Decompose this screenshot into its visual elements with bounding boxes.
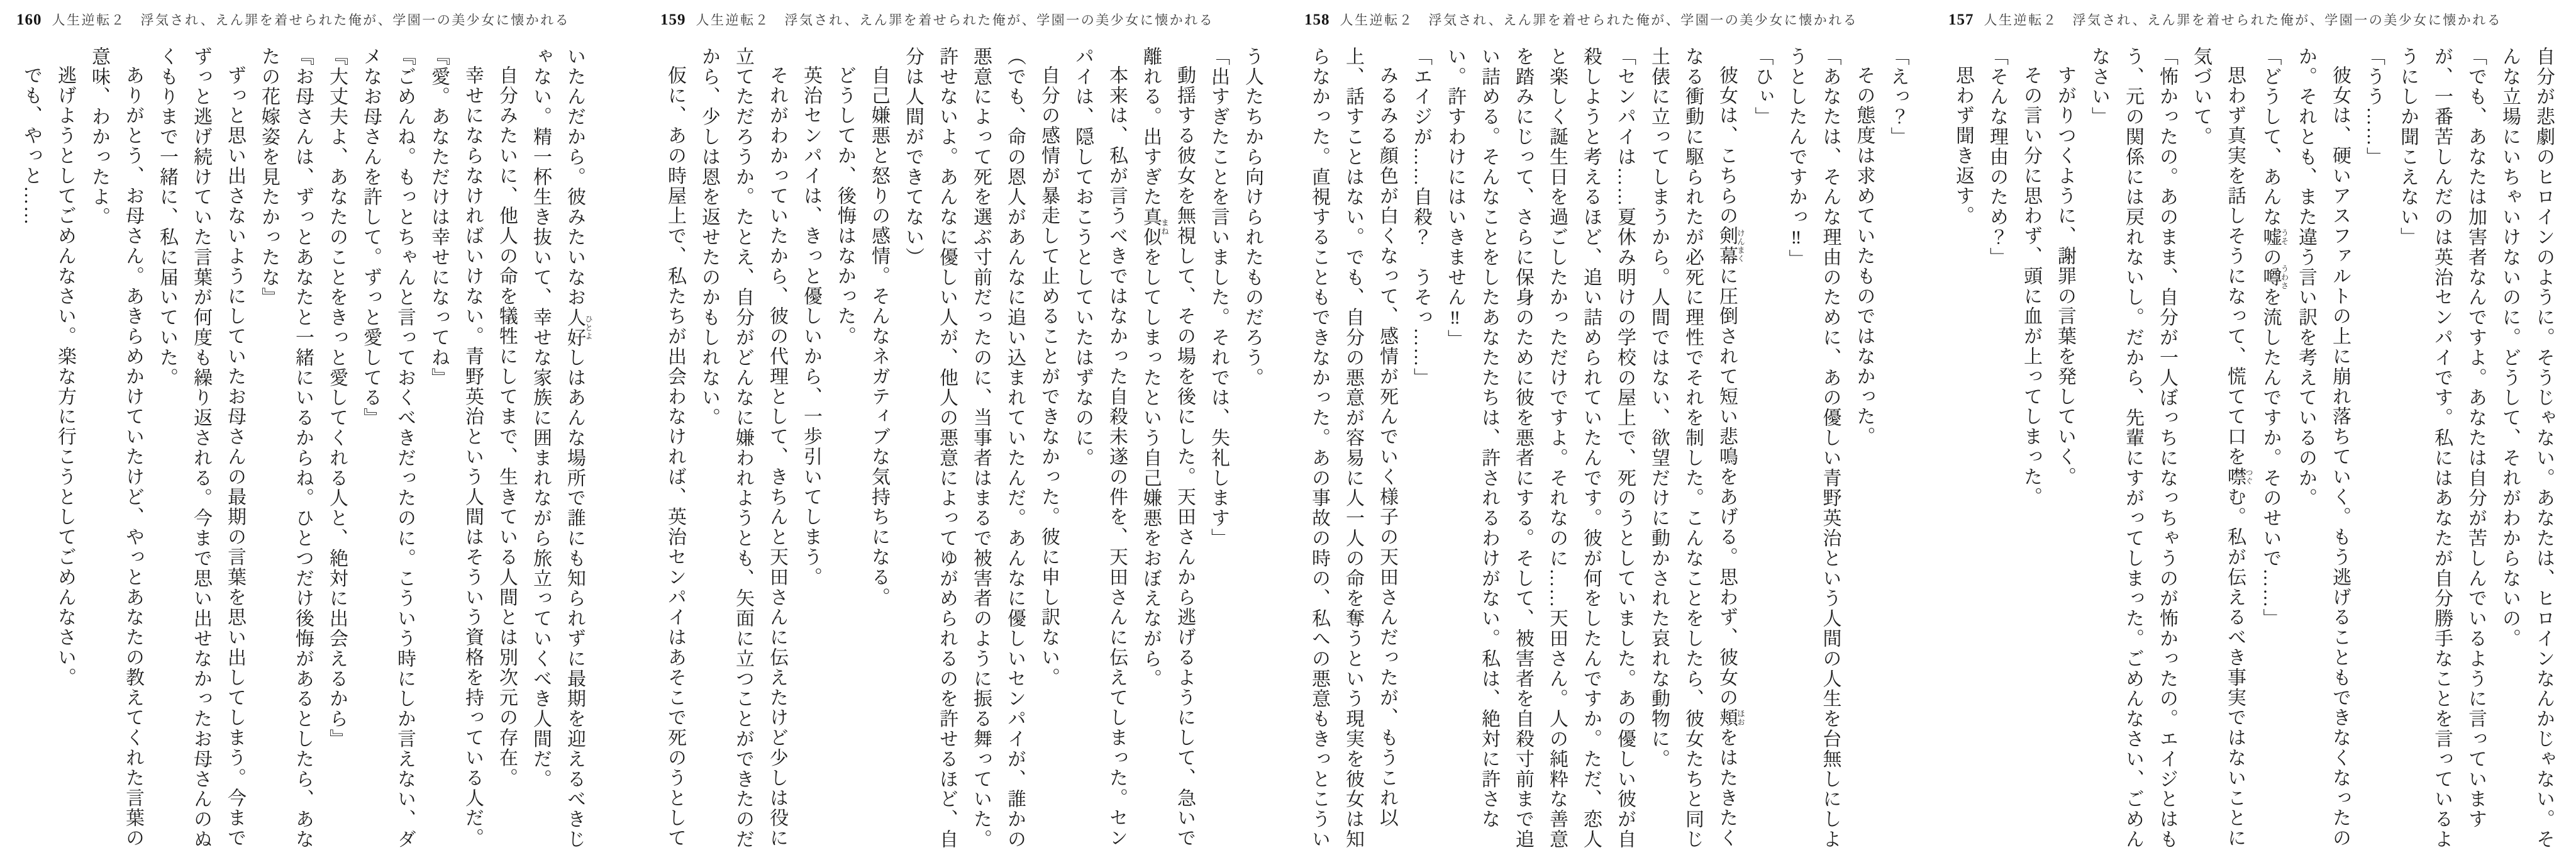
paragraph: 動揺する彼女を無視して、その場を後にした。天田さんから逃げるようにして、急いで離れる。出すぎた真似まねをしてしまったという自己嫌悪をおぼえながら。: [1140, 47, 1195, 849]
paragraph: 自分が悲劇のヒロインのように。そうじゃない。あなたは、ヒロインなんかじゃない。そんな立場にいちゃいけないのに。どうして、それがわからないの。: [2499, 47, 2554, 849]
page-text: [1288, 47, 1932, 850]
paragraph: 「でも、あなたは加害者なんですよ。あなたは自分が苦しんでいるように言っていますが、一番苦しんだのは英治センパイです。私にはあなたが自分勝手なことを言っているようにしか聞こえない」: [2397, 47, 2486, 849]
running-title: 人生逆転２ 浮気され、えん罪を着せられた俺が、学園一の美少女に懐かれる: [696, 13, 1214, 28]
paragraph: 彼女は、こちらの剣幕けんまくに圧倒されて短い悲鳴をあげる。思わず、彼女の頬ほおをはたきたくなる衝動に駆られたが必死に理性でそれを制した。こんなことをしたら、彼女たちと同じ土俵に立ってしまうから。人間ではない、欲望だけに動かされた哀れな動物に。: [1648, 47, 1745, 849]
paragraph: （でも、命の恩人があんなに追い込まれていたんだ。あんなに優しいセンパイが、誰かの悪意によって死を選ぶ寸前だったのに、当事者はまるで被害者のように振る舞っていた。許せないよ。あんなに優しい人が、他人の悪意によってゆがめられるのを許せるほど、自分は人間ができてない）: [902, 47, 1025, 849]
page-header: [1932, 10, 2576, 31]
furigana-ruby: 頬ほお: [1716, 707, 1745, 728]
paragraph: 『ごめんね。もっとちゃんと言っておくべきだったのに。こういう時にしか言えない、ダメなお母さんを許して。ずっと愛してる』: [360, 47, 415, 849]
paragraph: う人たちから向けられたものだろう。: [1242, 47, 1263, 388]
furigana-ruby: 噂うわさ: [2260, 264, 2289, 291]
paragraph: 幸せにならなければいけない。青野英治という人間はそういう資格を持っている人だ。: [462, 65, 483, 849]
furigana-ruby: 真似まね: [1140, 207, 1169, 248]
paragraph: その態度は求めていたものではなかった。: [1853, 65, 1875, 447]
paragraph: それがわかっていたから、彼の代理として、きちんと天田さんに伝えたけど少しは役に立てただろうか。たとえ、自分がどんなに嫌われようとも、矢面に立つことができたのだから、少しは恩を返せたのかもしれない。: [699, 47, 787, 849]
furigana-ruby: 剣幕けんまく: [1716, 226, 1745, 267]
furigana-ruby: 人好ひとよ: [564, 307, 593, 348]
paragraph: 自己嫌悪と怒りの感情。そんなネガティブな気持ちになる。: [869, 65, 889, 608]
paragraph: 「エイジが……自殺？ うそっ……」: [1411, 47, 1431, 388]
page-header: [644, 10, 1288, 31]
paragraph: 「センパイは……夏休み明けの学校の屋上で、死のうとしていました。あの優しい彼が自殺しようと考えるほど、追い詰められていたんです。彼が何をしたんですか。ただ、恋人と楽しく誕生日を過ごしたかっただけですよ。それなのに……天田さん。人の純粋な善意を踏みにじって、さらに保身のために彼を悪者にする。そして、被害者を自殺寸前まで追い詰める。そんなことをしたあなたたちは、許されるわけがない。私は、絶対に許さない。許すわけにはいきません‼」: [1445, 47, 1635, 849]
paragraph: 逃げようとしてごめんなさい。楽な方に行こうとしてごめんなさい。: [55, 65, 75, 688]
paragraph: 本来は、私が言うべきではなかった自殺未遂の件を、天田さんに伝えてしまった。センパイは、隠しておこうとしていたはずなのに。: [1072, 47, 1127, 849]
page-text: [0, 47, 612, 850]
paragraph: 自分の感情が暴走して止めることができなかった。彼に申し訳ない。: [1038, 65, 1059, 688]
page-header: [1288, 10, 1932, 31]
paragraph: でも、やっと……: [21, 65, 42, 226]
book-page-157: [1932, 0, 2576, 850]
book-page-160: [0, 0, 644, 850]
book-page-158: [1288, 0, 1932, 850]
paragraph: 自分みたいに、他人の命を犠牲にしてまで、生きている人間とは別次元の存在。: [496, 65, 517, 788]
paragraph: 思わず真実を話しそうになって、慌てて口を噤つぐむ。私が伝えるべき事実ではないことに気づいて。: [2190, 47, 2253, 849]
paragraph: 「どうして、あんな嘘うその噂うわさを流したんですか。そのせいで……」: [2260, 47, 2289, 629]
furigana-ruby: 嘘うそ: [2260, 227, 2289, 248]
paragraph: その言い分に思わず、頭に血が上ってしまった。: [2021, 65, 2041, 507]
page-text: [1932, 47, 2576, 850]
book-page-159: [644, 0, 1288, 850]
paragraph: 「えっ？」: [1887, 47, 1909, 147]
running-title: 人生逆転２ 浮気され、えん罪を着せられた俺が、学園一の美少女に懐かれる: [1340, 13, 1858, 28]
running-title: 人生逆転２ 浮気され、えん罪を着せられた俺が、学園一の美少女に懐かれる: [52, 13, 570, 28]
paragraph: 「そんな理由のため？」: [1987, 47, 2007, 267]
page-number: 157: [1948, 11, 1974, 28]
paragraph: どうしてか、後悔はなかった。: [835, 65, 855, 347]
paragraph: 仮に、あの時屋上で、私たちが出会わなければ、英治センパイはあそこで死のうとして: [665, 65, 686, 849]
paragraph: 彼女は、硬いアスファルトの上に崩れ落ちていく。もう逃げることもできなくなったのか。それとも、また違う言い訳を考えているのか。: [2296, 47, 2350, 849]
paragraph: 『愛。あなただけは幸せになってね』: [428, 47, 449, 388]
page-number: 159: [660, 11, 686, 28]
paragraph: みるみる顔色が白くなって、感情が死んでいく様子の天田さんだったが、もうこれ以上、話すことはない。でも、自分の悪意が容易に人一人の命を奪うという現実を彼女は知らなかった。直視することもできなかった。あの事故の時の、私への悪意もきっとこうい: [1309, 47, 1397, 849]
page-text: [644, 47, 1288, 850]
page-number: 158: [1304, 11, 1330, 28]
paragraph: すがりつくように、謝罪の言葉を発していく。: [2055, 65, 2075, 487]
running-title: 人生逆転２ 浮気され、えん罪を着せられた俺が、学園一の美少女に懐かれる: [1984, 13, 2502, 28]
page-header: [0, 10, 644, 31]
paragraph: 思わず聞き返す。: [1953, 65, 1974, 226]
paragraph: いたんだから。彼みたいなお人好ひとよしはあんな場所で誰にも知られずに最期を迎えるべきじゃない。精一杯生き抜いて、幸せな家族に囲まれながら旅立っていくべき人間だ。: [530, 47, 593, 850]
paragraph: 「あなたは、そんな理由のために、あの優しい青野英治という人間の人生を台無しにしようとしたんですかっ‼」: [1785, 47, 1841, 849]
page-number: 160: [16, 11, 42, 28]
paragraph: 「うう……」: [2363, 47, 2384, 167]
paragraph: 『お母さんは、ずっとあなたと一緒にいるからね。ひとつだけ後悔があるとしたら、あなたの花嫁姿を見たかったな』: [258, 47, 313, 849]
paragraph: 英治センパイは、きっと優しいから、一歩引いてしまう。: [801, 65, 821, 588]
paragraph: 「怖かったの。あのまま、自分が一人ぼっちになっちゃうのが怖かったの。エイジとはもう、元の関係には戻れないし。だから、先輩にすがってしまった。ごめんなさい、ごめんなさい」: [2089, 47, 2177, 849]
furigana-ruby: 噤つぐ: [2224, 467, 2253, 487]
paragraph: ずっと思い出さないようにしていたお母さんの最期の言葉を思い出してしまう。今までずっと逃げ続けていた言葉が何度も繰り返される。今まで思い出せなかったお母さんのぬくもりまで一緒に、私に届いていた。: [157, 47, 245, 849]
paragraph: 『大丈夫よ、あなたのことをきっと愛してくれる人と、絶対に出会えるから』: [326, 47, 347, 749]
paragraph: 「出すぎたことを言いました。それでは、失礼します」: [1208, 47, 1229, 549]
paragraph: ありがとう、お母さん。あきらめかけていたけど、やっとあなたの教えてくれた言葉の意味、わかったよ。: [89, 47, 143, 849]
paragraph: 「ひぃ」: [1752, 47, 1773, 127]
